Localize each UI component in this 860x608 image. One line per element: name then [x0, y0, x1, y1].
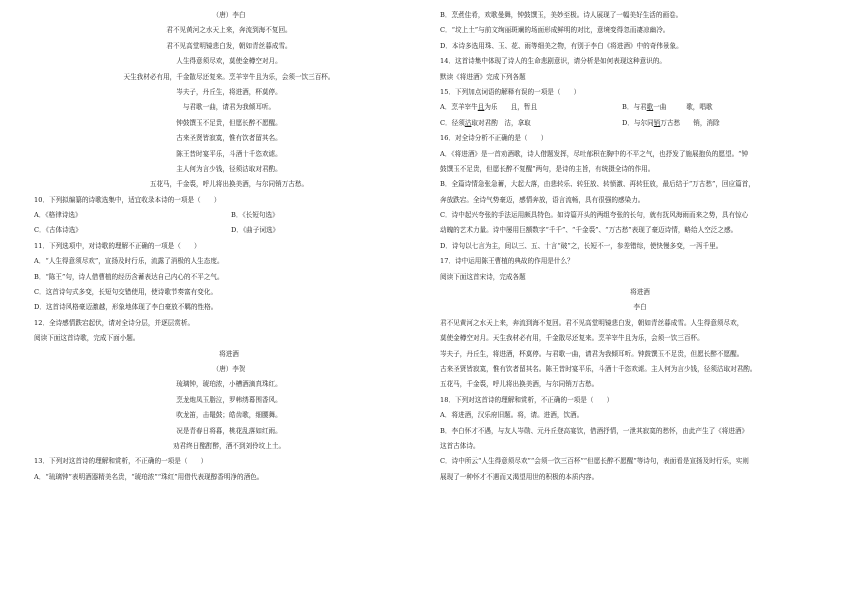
instruction-1: 阅读下面这首诗歌，完成下面小题。: [34, 334, 140, 343]
poem3-text: 古来圣贤皆寂寞，惟有饮者留其名。陈王昔时宴平乐，斗酒十千恣欢谑。主人何为言少钱，径须沽取对君酌。: [440, 364, 757, 373]
q16-option-d[interactable]: D．诗句以七言为主，间以三、五、十言“破”之，长短不一，参差错综，使快慢多变，一泻千里。: [440, 241, 723, 250]
q10-options-row2: [34, 223, 424, 238]
q10-option-d[interactable]: D．《曲子词选》: [231, 226, 280, 235]
q18-stem: 18．下列对这首诗的理解和赏析，不正确的一项是（ ）: [440, 395, 614, 404]
q15-b-word: 歌: [646, 103, 654, 112]
q16-option-a[interactable]: A．《将进酒》是一首劝酒歌，诗人借题发挥，尽吐郁积在胸中的不平之气，也抒发了施展抱负的愿望。“钟: [440, 149, 749, 158]
q11-stem: 11．下列选项中，对诗歌的理解不正确的一项是（ ）: [34, 241, 201, 250]
poem1-line: 主人何为言少钱，径须沽取对君酌。: [176, 164, 282, 173]
q15-option-d[interactable]: [622, 116, 720, 131]
q13-option-b[interactable]: B．烹煮佳肴，欢歌曼舞，钟鼓馔玉，美妙至极。诗人展现了一幅美好生活的画卷。: [440, 11, 683, 19]
poem1-line: 与君歌一曲，请君为我倾耳听。: [182, 103, 276, 112]
q16-option-c-cont: 动魄的艺术力量。诗中屡用巨额数字“千千”、“千金裘”、“万古愁”表现了豪迈诗情，略给人空泛之感。: [440, 226, 738, 235]
poem1-line: 钟鼓馔玉不足贵，但愿长醉不愿醒。: [176, 118, 282, 127]
q13-stem: 13．下列对这首诗的理解和赏析，不正确的一项是（ ）: [34, 457, 208, 466]
q15-options-row1: [440, 100, 840, 115]
right-column: [440, 8, 840, 485]
q10-option-c[interactable]: C．《古体诗选》: [34, 226, 82, 235]
q15-a-word: 且: [477, 103, 485, 112]
instruction-3: 阅读下面这首宋诗，完成各题: [440, 272, 526, 281]
poem3-text: 五花马，千金裘，呼儿将出换美酒，与尔同销万古愁。: [440, 380, 599, 389]
q15-c-word: 沽: [464, 118, 472, 127]
q10-options-row1: [34, 208, 424, 223]
q16-option-b-cont: 奔放跌宕。全诗气势豪迈，感情奔放，语言流畅，具有很强的感染力。: [440, 195, 645, 204]
q15-b-tail: 一曲: [653, 103, 667, 112]
q15-option-a[interactable]: [440, 100, 622, 115]
poem1-line: 君不见黄河之水天上来，奔流到海不复回。: [166, 26, 292, 35]
q17-stem: 17．诗中运用陈王曹植的典故的作用是什么？: [440, 257, 574, 266]
q15-c-tail: 取对君酌: [471, 118, 498, 127]
q11-option-b[interactable]: B．“陈王”句，诗人借曹植的经历含蓄表达自己内心的不平之气。: [34, 272, 224, 281]
poem2-author: （唐）李贺: [212, 364, 246, 373]
q15-a-expl: 且，暂且: [510, 103, 538, 112]
poem2-line: 劝君终日酩酊醉，酒不到刘伶坟上土。: [172, 441, 286, 450]
q15-d-expl: 销，消除: [693, 118, 720, 127]
q15-a-tail: 为乐: [484, 103, 498, 112]
q13-option-a[interactable]: A．“琉璃钟”表明酒器精美名贵，“琥珀浓”“珠红”用借代表现醇香明净的酒色。: [34, 472, 264, 481]
q15-stem: 15．下列加点词语的解释有误的一项是（ ）: [440, 87, 581, 96]
poem1-line: 陈王昔时宴平乐，斗酒十千恣欢谑。: [176, 149, 282, 158]
poem2-line: 琉璃钟，琥珀浓，小槽酒滴真珠红。: [176, 380, 282, 389]
poem1-line: 岑夫子，丹丘生，将进酒，杯莫停。: [176, 87, 282, 96]
q11-option-a[interactable]: A．“人生得意须尽欢”，宣扬及时行乐，流露了消极的人生态度。: [34, 257, 224, 266]
q10-option-a[interactable]: A．《格律诗选》: [34, 211, 82, 220]
q13-option-c[interactable]: C．“坟上土”与前文绚丽斑斓的场面形成鲜明的对比，意境变得忽而凄凉幽冷。: [440, 26, 670, 35]
q13-option-d[interactable]: D．本诗多选用珠、玉、花、雨等细美之物，有别于李白《将进酒》中的奇伟景象。: [440, 41, 683, 50]
q16-option-a-cont: 鼓馔玉不足贵，但愿长醉不复醒”两句，是诗的主旨，有统摄全诗的作用。: [440, 164, 655, 173]
q18-option-c-cont: 展现了一种怀才不遇而又渴望用世的积极的本质内容。: [440, 472, 599, 481]
poem1-line: 五花马，千金裘，呼儿将出换美酒，与尔同销万古愁。: [149, 180, 309, 189]
q15-d-word: 销: [653, 118, 661, 127]
poem2-line: 况是青春日将暮，桃花乱落如红雨。: [176, 426, 282, 435]
q11-option-d[interactable]: D．这首诗风格豪迈激越，形象地体现了李白豪放不羁的性格。: [34, 303, 218, 312]
q15-options-row2: [440, 116, 840, 131]
q10-option-b[interactable]: B．《长短句选》: [231, 211, 279, 220]
q18-option-c[interactable]: C．诗中所云“人生得意须尽欢”“会须一饮三百杯”“但愿长醉不愿醒”等诗句，表面看是宣扬及时行乐，实则: [440, 457, 749, 466]
poem2-line: 烹龙炮凤玉脂泣，罗帏绣幕围香风。: [176, 395, 282, 404]
q16-stem: 16．对全诗分析不正确的是（ ）: [440, 134, 548, 143]
q11-option-c[interactable]: C．这首诗句式多变，长短句交错使用，使诗歌节奏富有变化。: [34, 288, 218, 297]
q15-d-tail: 万古愁: [660, 118, 681, 127]
q15-c-expl: 沽，拿取: [504, 118, 531, 127]
poem2-title: 将进酒: [219, 349, 239, 358]
q12-stem: 12．全诗感情跌宕起伏，请对全诗分层，并逐层赏析。: [34, 318, 195, 327]
poem3-text: 莫使金樽空对月。天生我材必有用，千金散尽还复来。烹羊宰牛且为乐，会须一饮三百杯。: [440, 334, 704, 343]
poem3-text: 君不见黄河之水天上来，奔流到海不复回。君不见高堂明镜悲白发，朝如青丝暮成雪。人生得意须尽欢，: [440, 318, 744, 327]
q15-b-label: B．与君: [622, 103, 647, 112]
poem1-author: （唐）李白: [212, 11, 246, 19]
q18-option-b-cont: 这首古体诗。: [440, 441, 480, 450]
poem3-text: 岑夫子，丹丘生，将进酒，杯莫停。与君歌一曲，请君为我倾耳听。钟鼓馔玉不足贵，但愿长醉不愿醒。: [440, 349, 744, 358]
q14-stem: 14．这首诗集中体现了诗人的生命悲剧意识，请分析是如何表现这种意识的。: [440, 57, 666, 66]
poem1-line: 天生我材必有用，千金散尽还复来。烹羊宰牛且为乐，会须一饮三百杯。: [123, 72, 335, 81]
q15-c-label: C．径须: [440, 118, 465, 127]
instruction-2: 默读《将进酒》完成下列各题: [440, 72, 526, 81]
q18-option-a[interactable]: A．将进酒，汉乐府旧题。将，请。进酒，饮酒。: [440, 411, 584, 420]
poem2-line: 吹龙笛，击鼍鼓；皓齿歌，细腰舞。: [176, 411, 282, 420]
left-column: [34, 8, 424, 485]
q15-option-c[interactable]: [440, 116, 622, 131]
poem1-line: 古来圣贤皆寂寞，惟有饮者留其名。: [176, 134, 282, 143]
q10-stem: 10．下列拟编纂的诗歌选集中，适宜收录本诗的一项是（ ）: [34, 195, 221, 204]
q16-option-b[interactable]: B．全篇诗情急张急蓄，大起大落，由悲转乐、转狂放、转愤激、再转狂放，最后结于“万古愁”，回应篇首，: [440, 180, 755, 189]
q16-option-c[interactable]: C．诗中起兴夸张的手法运用颇具特色。如诗篇开头的两组夸张的长句，就有抚风海雨而来之势，具有惊心: [440, 211, 749, 220]
q15-option-b[interactable]: [622, 100, 713, 115]
poem3-author: 李白: [633, 303, 647, 312]
q15-d-label: D．与尔同: [622, 118, 654, 127]
poem1-line: 人生得意须尽欢，莫使金樽空对月。: [176, 57, 282, 66]
q15-b-expl: 歌，唱歌: [686, 103, 713, 112]
poem1-line: 君不见高堂明镜悲白发，朝如青丝暮成雪。: [166, 41, 292, 50]
poem3-title: 将进酒: [630, 288, 650, 297]
q18-option-b[interactable]: B．李白怀才不遇，与友人岑勋、元丹丘登高宴饮，借酒抒情，一泄其寂寞的愁怀，由此产生了《将进酒》: [440, 426, 749, 435]
q15-a-label: A．烹羊宰牛: [440, 103, 478, 112]
